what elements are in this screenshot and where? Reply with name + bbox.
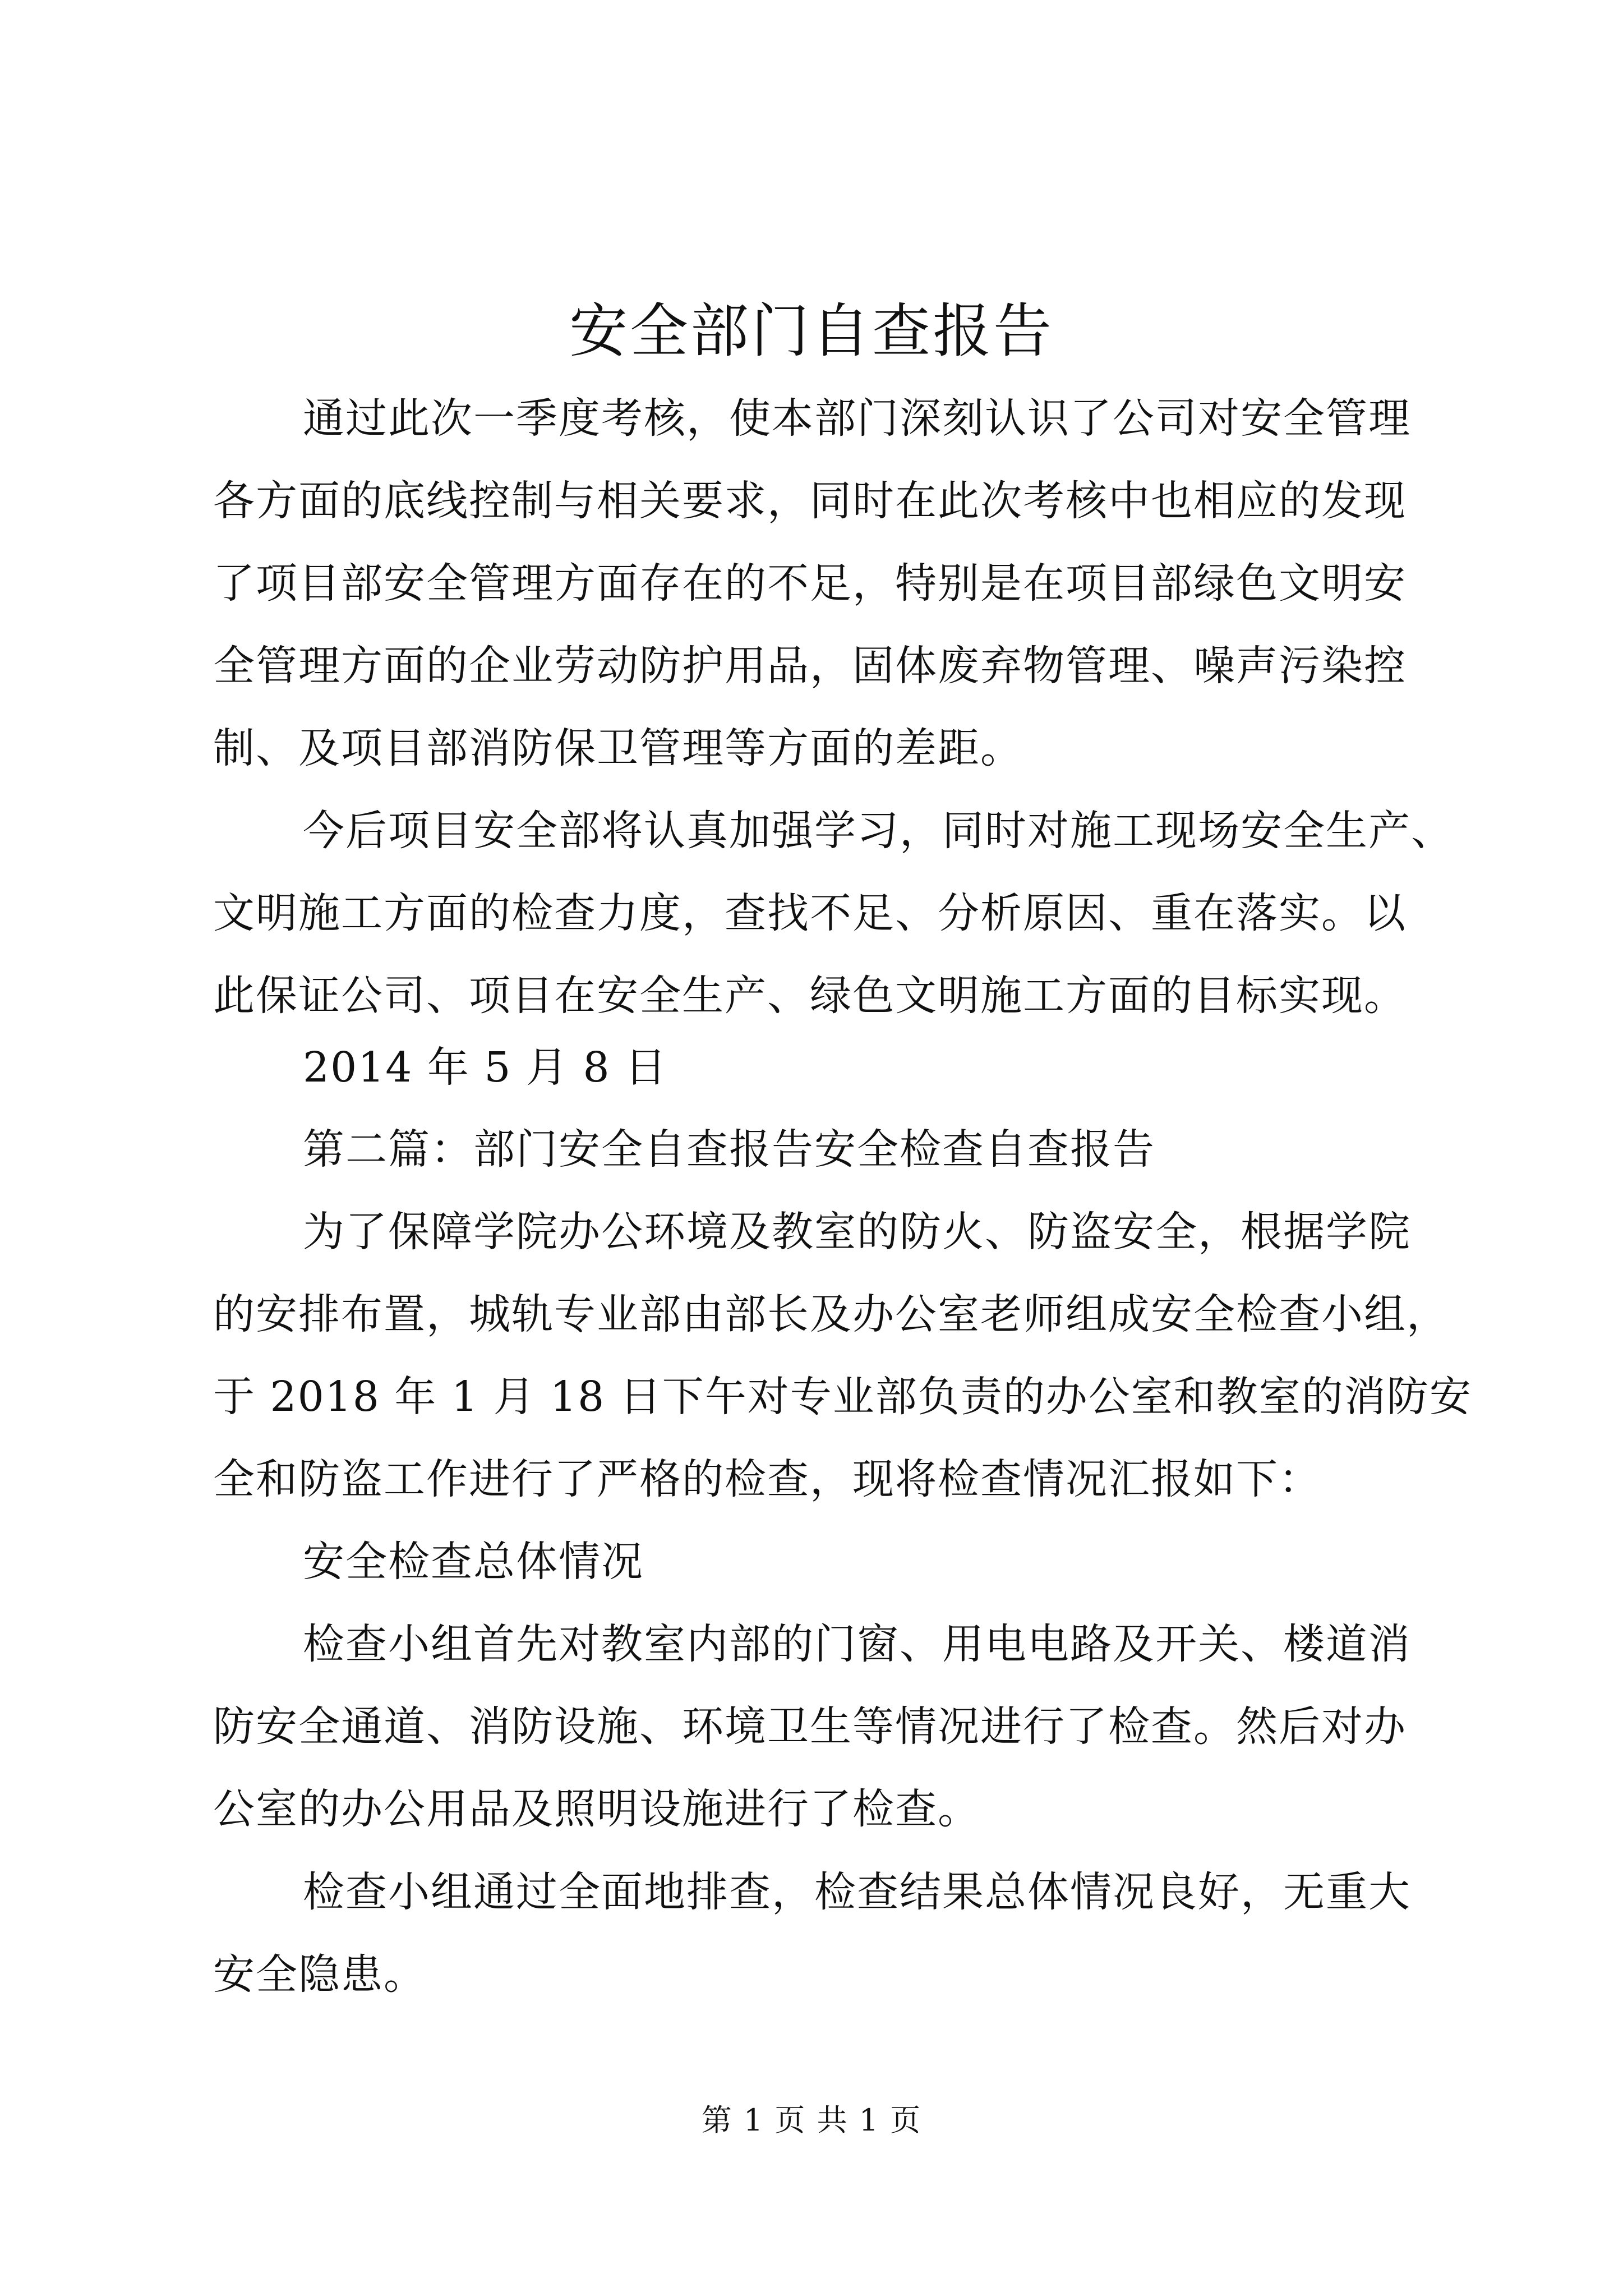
text-line: 了项目部安全管理方面存在的不足，特别是在项目部绿色文明安 (213, 559, 1407, 608)
text-line: 检查小组首先对教室内部的门窗、用电电路及开关、楼道消 (303, 1620, 1411, 1668)
text-line: 公室的办公用品及照明设施进行了检查。 (213, 1785, 980, 1833)
text-line: 全和防盗工作进行了严格的检查，现将检查情况汇报如下： (213, 1455, 1321, 1503)
page-footer: 第 1 页 共 1 页 (701, 2102, 922, 2138)
text-line: 防安全通道、消防设施、环境卫生等情况进行了检查。然后对办 (213, 1703, 1407, 1751)
subsection-heading: 安全检查总体情况 (303, 1538, 644, 1586)
text-line: 安全隐患。 (213, 1950, 426, 1999)
text-line: 各方面的底线控制与相关要求，同时在此次考核中也相应的发现 (213, 477, 1407, 525)
date-line: 2014 年 5 月 8 日 (303, 1043, 668, 1092)
text-line: 于 2018 年 1 月 18 日下午对专业部负责的办公室和教室的消防安 (213, 1373, 1472, 1421)
text-line: 检查小组通过全面地排查，检查结果总体情况良好，无重大 (303, 1868, 1411, 1916)
page-title: 安全部门自查报告 (569, 297, 1054, 365)
text-line: 文明施工方面的检查力度，查找不足、分析原因、重在落实。以 (213, 889, 1407, 937)
text-line: 的安排布置，城轨专业部由部长及办公室老师组成安全检查小组， (213, 1290, 1449, 1338)
text-line: 通过此次一季度考核，使本部门深刻认识了公司对安全管理 (303, 394, 1411, 443)
text-line: 制、及项目部消防保卫管理等方面的差距。 (213, 724, 1023, 772)
section-heading: 第二篇：部门安全自查报告安全检查自查报告 (303, 1125, 1155, 1174)
text-line: 为了保障学院办公环境及教室的防火、防盗安全，根据学院 (303, 1208, 1411, 1256)
text-line: 今后项目安全部将认真加强学习，同时对施工现场安全生产、 (303, 807, 1454, 855)
text-line: 此保证公司、项目在安全生产、绿色文明施工方面的目标实现。 (213, 972, 1407, 1020)
text-line: 全管理方面的企业劳动防护用品，固体废弃物管理、噪声污染控 (213, 642, 1407, 690)
